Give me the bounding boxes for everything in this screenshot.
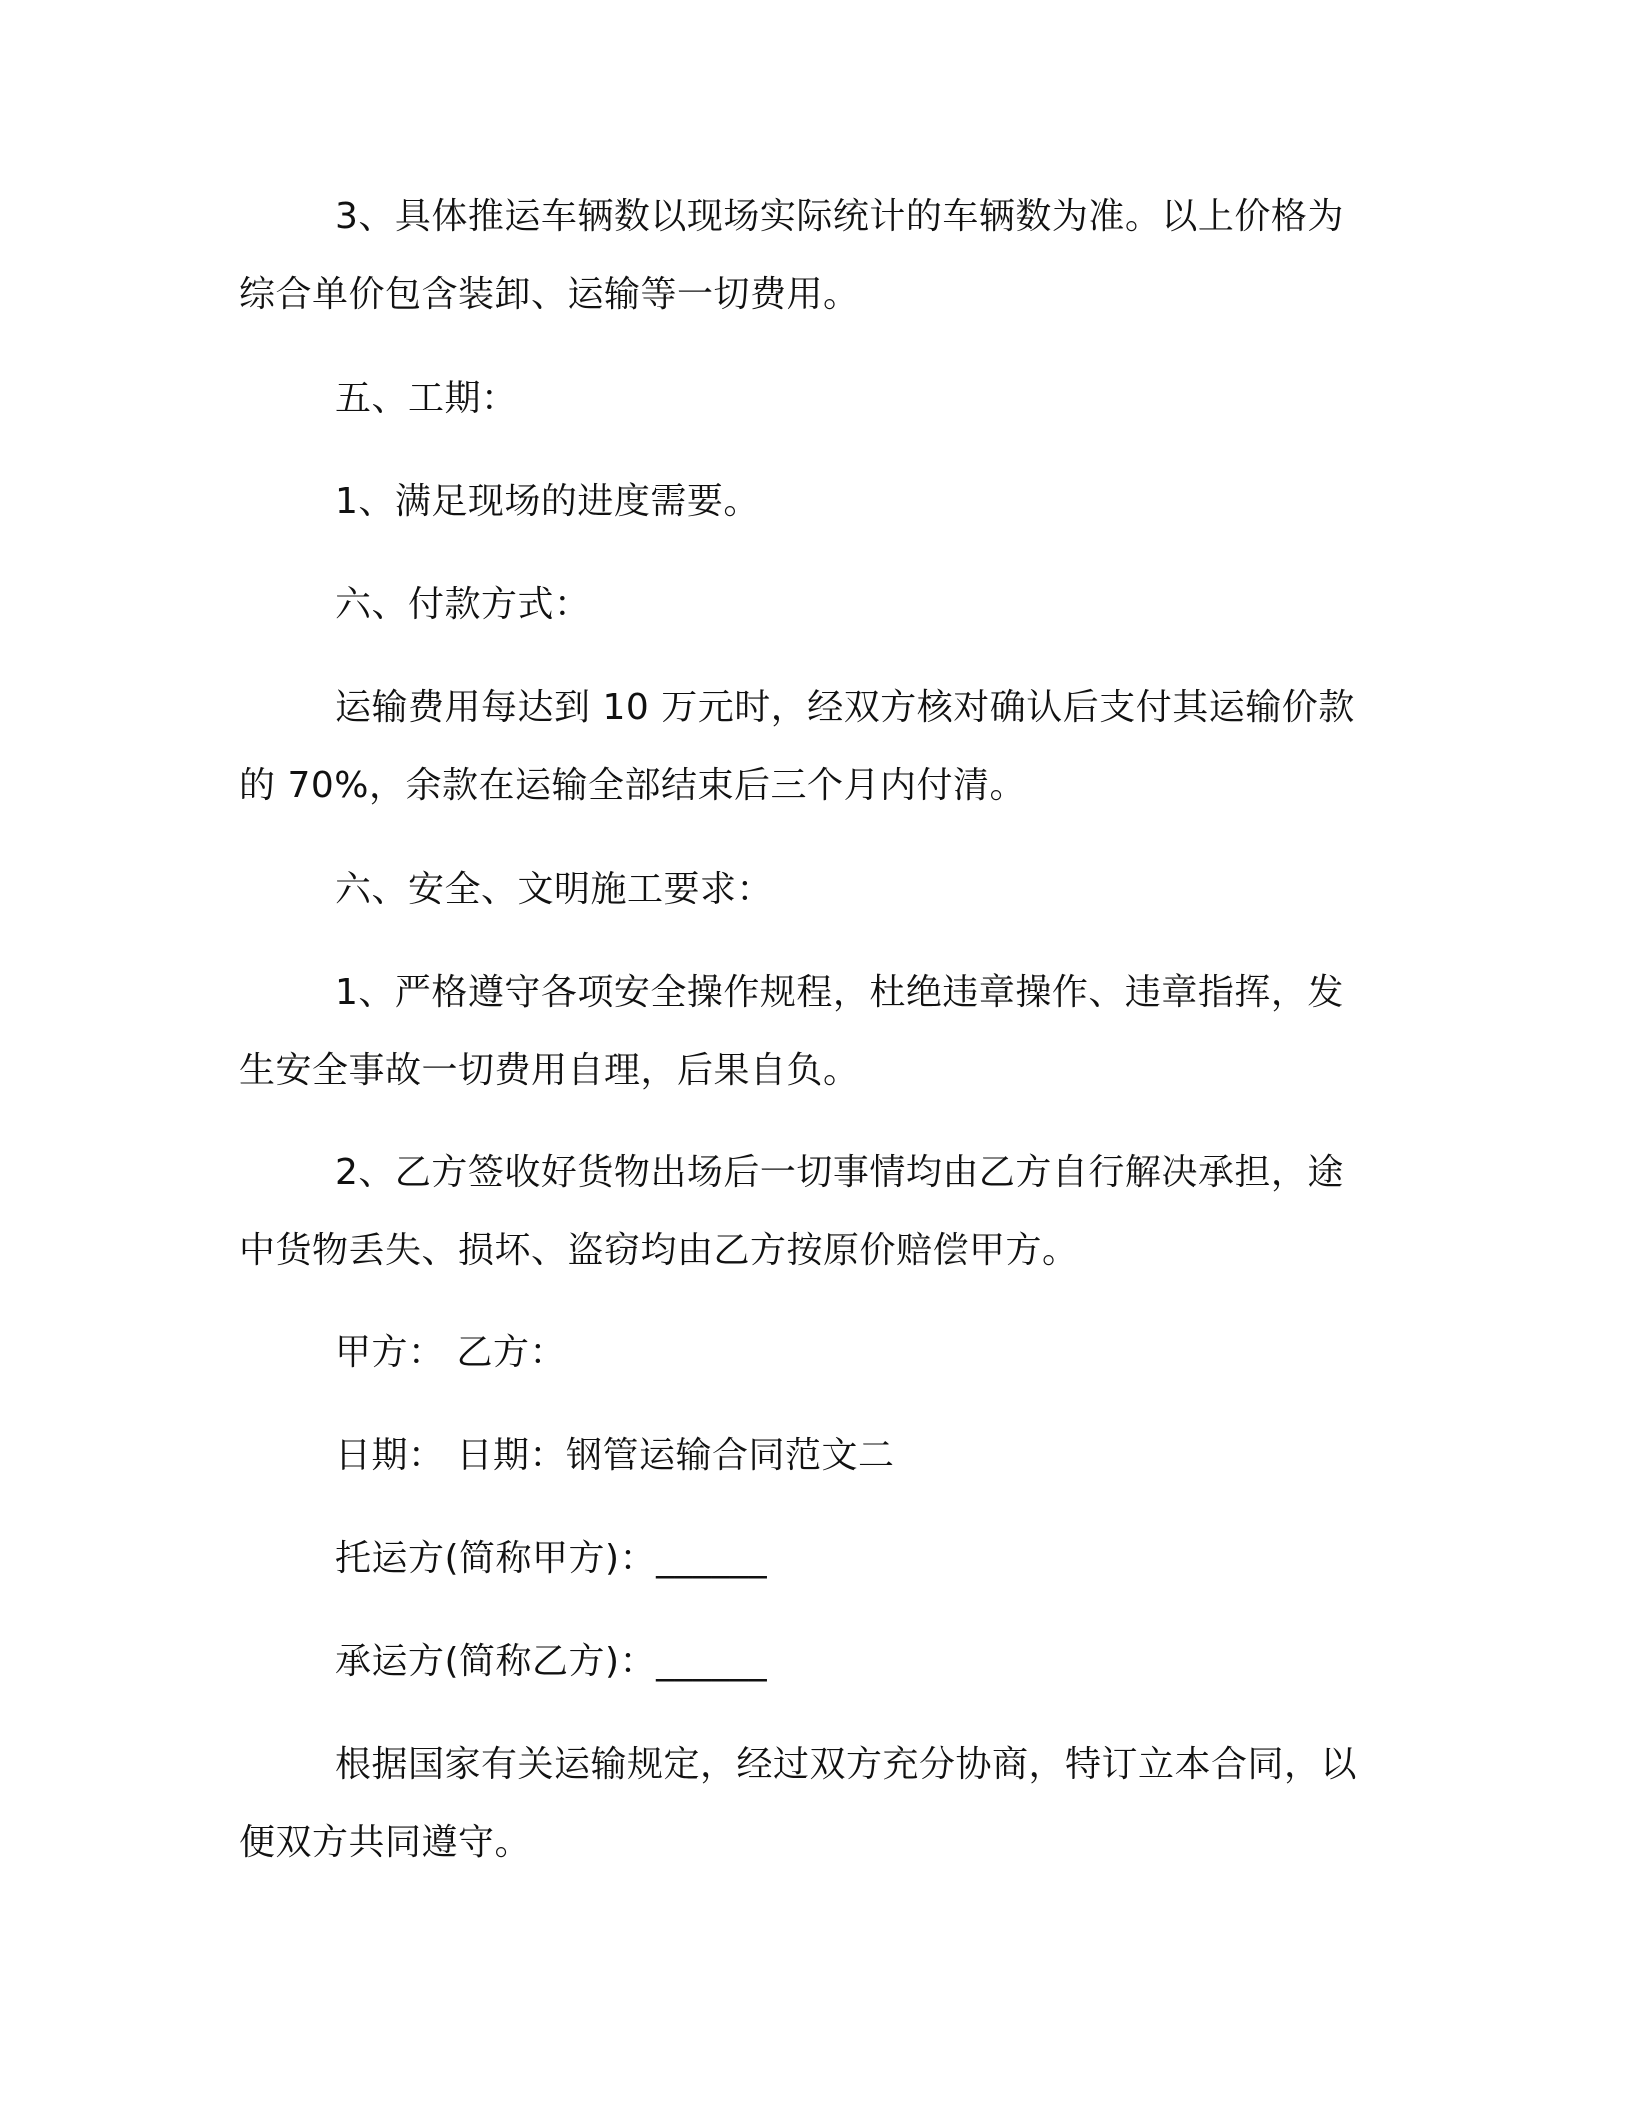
paragraph-safety-rule-1: 1、严格遵守各项安全操作规程，杜绝违章操作、违章指挥，发生安全事故一切费用自理，后果自负。 bbox=[239, 972, 1344, 1091]
heading-construction-period: 五、工期： bbox=[335, 378, 518, 419]
carrier-line: 承运方(简称乙方)：______ bbox=[335, 1641, 768, 1682]
signature-dates-and-title: 日期： 日期：钢管运输合同范文二 bbox=[335, 1435, 895, 1476]
paragraph-vehicle-count: 3、具体推运车辆数以现场实际统计的车辆数为准。以上价格为综合单价包含装卸、运输等一切费用。 bbox=[239, 196, 1344, 315]
paragraph-payment-terms: 运输费用每达到 10 万元时，经双方核对确认后支付其运输价款的 70%，余款在运输全部结束后三个月内付清。 bbox=[239, 687, 1355, 806]
heading-payment-method: 六、付款方式： bbox=[335, 584, 591, 625]
heading-safety-requirements: 六、安全、文明施工要求： bbox=[335, 869, 774, 910]
paragraph-agreement-basis: 根据国家有关运输规定，经过双方充分协商，特订立本合同，以便双方共同遵守。 bbox=[239, 1744, 1358, 1863]
paragraph-progress-requirement: 1、满足现场的进度需要。 bbox=[335, 481, 760, 522]
paragraph-safety-rule-2: 2、乙方签收好货物出场后一切事情均由乙方自行解决承担，途中货物丢失、损坏、盗窃均由乙方按原价赔偿甲方。 bbox=[239, 1152, 1344, 1271]
shipper-line: 托运方(简称甲方)：______ bbox=[335, 1538, 768, 1579]
signature-parties: 甲方： 乙方： bbox=[335, 1332, 566, 1373]
